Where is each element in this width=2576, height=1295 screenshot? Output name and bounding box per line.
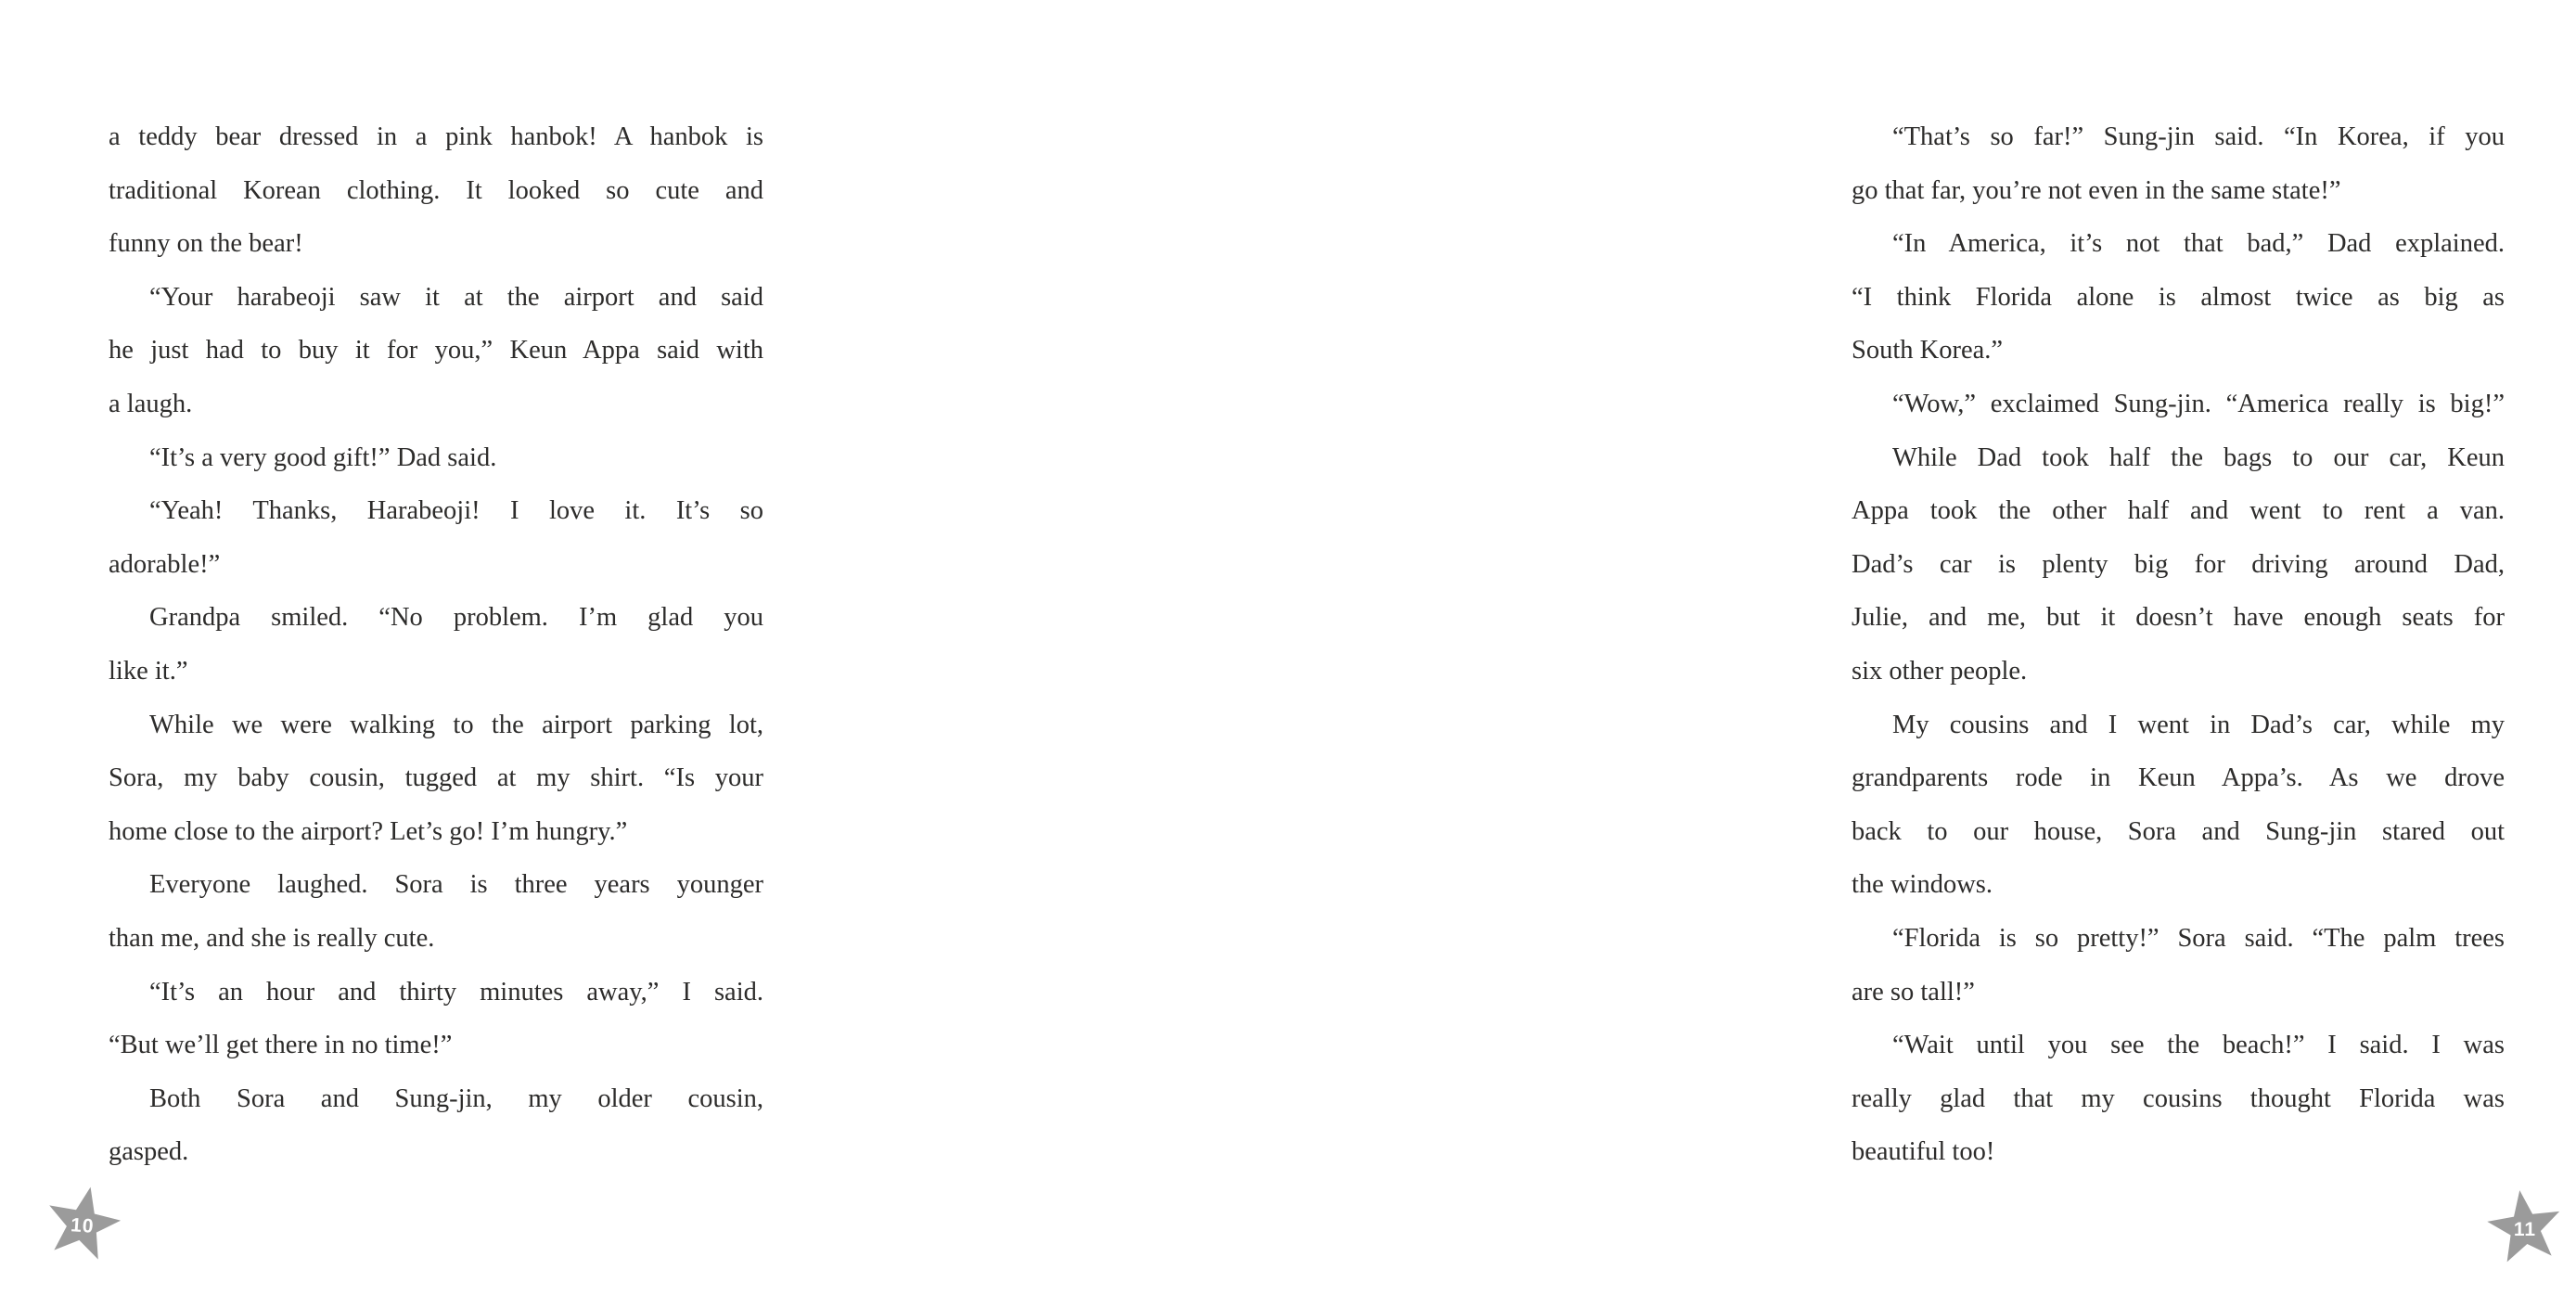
text-line: My cousins and I went in Dad’s car, while my	[1892, 710, 2505, 739]
text-line: Julie, and me, but it doesn’t have enough seats for	[1852, 603, 2505, 633]
page-number-left: 10	[70, 1214, 96, 1237]
text-line: funny on the bear!	[109, 229, 303, 259]
text-line: a teddy bear dressed in a pink hanbok! A hanbok is	[109, 122, 763, 151]
text-line: than me, and she is really cute.	[109, 923, 435, 953]
text-line: grandparents rode in Keun Appa’s. As we drove	[1852, 763, 2505, 793]
text-line: really glad that my cousins thought Florida was	[1852, 1083, 2505, 1113]
text-line: are so tall!”	[1852, 977, 1975, 1007]
text-line: Grandpa smiled. “No problem. I’m glad you	[149, 603, 763, 633]
text-line: traditional Korean clothing. It looked so cute and	[109, 175, 763, 205]
page-number-star-left	[35, 1177, 130, 1272]
text-line: “Yeah! Thanks, Harabeoji! I love it. It’s so	[149, 496, 763, 526]
text-line: “In America, it’s not that bad,” Dad explained.	[1892, 229, 2505, 259]
text-line: “Wait until you see the beach!” I said. I was	[1892, 1031, 2505, 1060]
right-page-text-block	[1852, 110, 2505, 1179]
text-line: like it.”	[109, 656, 188, 686]
text-line: “Florida is so pretty!” Sora said. “The palm trees	[1892, 923, 2505, 953]
text-line: the windows.	[1852, 870, 1993, 900]
text-line: “Your harabeoji saw it at the airport and said	[149, 282, 763, 312]
text-line: “I think Florida alone is almost twice as big as	[1852, 282, 2505, 312]
text-line: Both Sora and Sung-jin, my older cousin,	[149, 1083, 763, 1113]
page-right	[870, 0, 2537, 1295]
text-line: “It’s a very good gift!” Dad said.	[149, 442, 497, 472]
left-page-text-block	[109, 110, 763, 1179]
text-line: “That’s so far!” Sung-jin said. “In Korea, if you	[1892, 122, 2505, 151]
page-number-star-right	[2480, 1183, 2570, 1273]
text-line: While we were walking to the airport parking lot,	[149, 710, 763, 739]
page-left	[0, 0, 870, 1295]
text-line: “But we’ll get there in no time!”	[109, 1031, 453, 1060]
text-line: While Dad took half the bags to our car, Keun	[1892, 442, 2505, 472]
text-line: South Korea.”	[1852, 336, 2004, 365]
text-line: “Wow,” exclaimed Sung-jin. “America really is big!”	[1892, 389, 2505, 418]
text-line: adorable!”	[109, 549, 221, 579]
text-line: he just had to buy it for you,” Keun Appa said with	[109, 336, 763, 365]
text-line: beautiful too!	[1852, 1137, 1995, 1167]
page-number-right: 11	[2513, 1219, 2537, 1240]
text-line: “It’s an hour and thirty minutes away,” I said.	[149, 977, 763, 1007]
text-line: six other people.	[1852, 656, 2028, 686]
text-line: gasped.	[109, 1137, 189, 1167]
text-line: a laugh.	[109, 389, 193, 418]
text-line: Everyone laughed. Sora is three years younger	[149, 870, 763, 900]
text-line: Appa took the other half and went to rent a van.	[1852, 496, 2505, 526]
text-line: back to our house, Sora and Sung-jin stared out	[1852, 816, 2505, 846]
text-line: Sora, my baby cousin, tugged at my shirt. “Is your	[109, 763, 763, 793]
text-line: Dad’s car is plenty big for driving around Dad,	[1852, 549, 2505, 579]
text-line: home close to the airport? Let’s go! I’m hungry.”	[109, 816, 628, 846]
text-line: go that far, you’re not even in the same state!”	[1852, 175, 2341, 205]
